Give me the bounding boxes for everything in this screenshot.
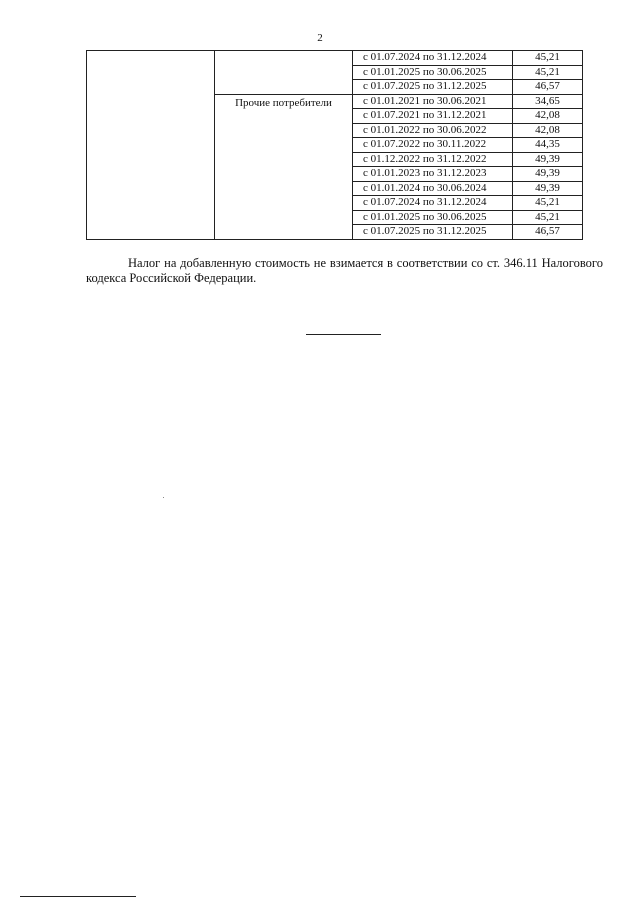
tariff-value-cell: 49,39 bbox=[513, 181, 583, 196]
period-cell: с 01.01.2025 по 30.06.2025 bbox=[353, 65, 513, 80]
tariff-value-cell: 44,35 bbox=[513, 138, 583, 153]
period-cell: с 01.01.2021 по 30.06.2021 bbox=[353, 94, 513, 109]
table-row bbox=[87, 51, 583, 66]
consumer-group-label: Прочие потребители bbox=[215, 94, 353, 239]
tariff-value-cell: 45,21 bbox=[513, 196, 583, 211]
footnote-rule bbox=[20, 896, 136, 897]
tariff-value-cell: 42,08 bbox=[513, 109, 583, 124]
page-number: 2 bbox=[317, 32, 323, 44]
tariff-value-cell: 49,39 bbox=[513, 152, 583, 167]
period-cell: с 01.12.2022 по 31.12.2022 bbox=[353, 152, 513, 167]
period-cell: с 01.07.2025 по 31.12.2025 bbox=[353, 80, 513, 95]
period-cell: с 01.07.2021 по 31.12.2021 bbox=[353, 109, 513, 124]
tariff-value-cell: 49,39 bbox=[513, 167, 583, 182]
scan-speck bbox=[163, 497, 164, 498]
tariff-value-cell: 45,21 bbox=[513, 65, 583, 80]
period-cell: с 01.01.2025 по 30.06.2025 bbox=[353, 210, 513, 225]
tariff-table bbox=[86, 50, 583, 240]
period-cell: с 01.07.2024 по 31.12.2024 bbox=[353, 51, 513, 66]
period-cell: с 01.07.2022 по 30.11.2022 bbox=[353, 138, 513, 153]
tariff-value-cell: 46,57 bbox=[513, 225, 583, 240]
period-cell: с 01.07.2024 по 31.12.2024 bbox=[353, 196, 513, 211]
consumer-cell-previous bbox=[215, 51, 353, 95]
tariff-value-cell: 34,65 bbox=[513, 94, 583, 109]
period-cell: с 01.07.2025 по 31.12.2025 bbox=[353, 225, 513, 240]
tariff-value-cell: 45,21 bbox=[513, 51, 583, 66]
period-cell: с 01.01.2022 по 30.06.2022 bbox=[353, 123, 513, 138]
organization-cell bbox=[87, 51, 215, 240]
period-cell: с 01.01.2024 по 30.06.2024 bbox=[353, 181, 513, 196]
vat-note: Налог на добавленную стоимость не взимается в соответствии со ст. 346.11 Налогового кодекса Российской Федерации. bbox=[86, 256, 603, 285]
end-of-document-rule bbox=[306, 334, 381, 335]
tariff-value-cell: 45,21 bbox=[513, 210, 583, 225]
tariff-value-cell: 46,57 bbox=[513, 80, 583, 95]
tariff-value-cell: 42,08 bbox=[513, 123, 583, 138]
period-cell: с 01.01.2023 по 31.12.2023 bbox=[353, 167, 513, 182]
